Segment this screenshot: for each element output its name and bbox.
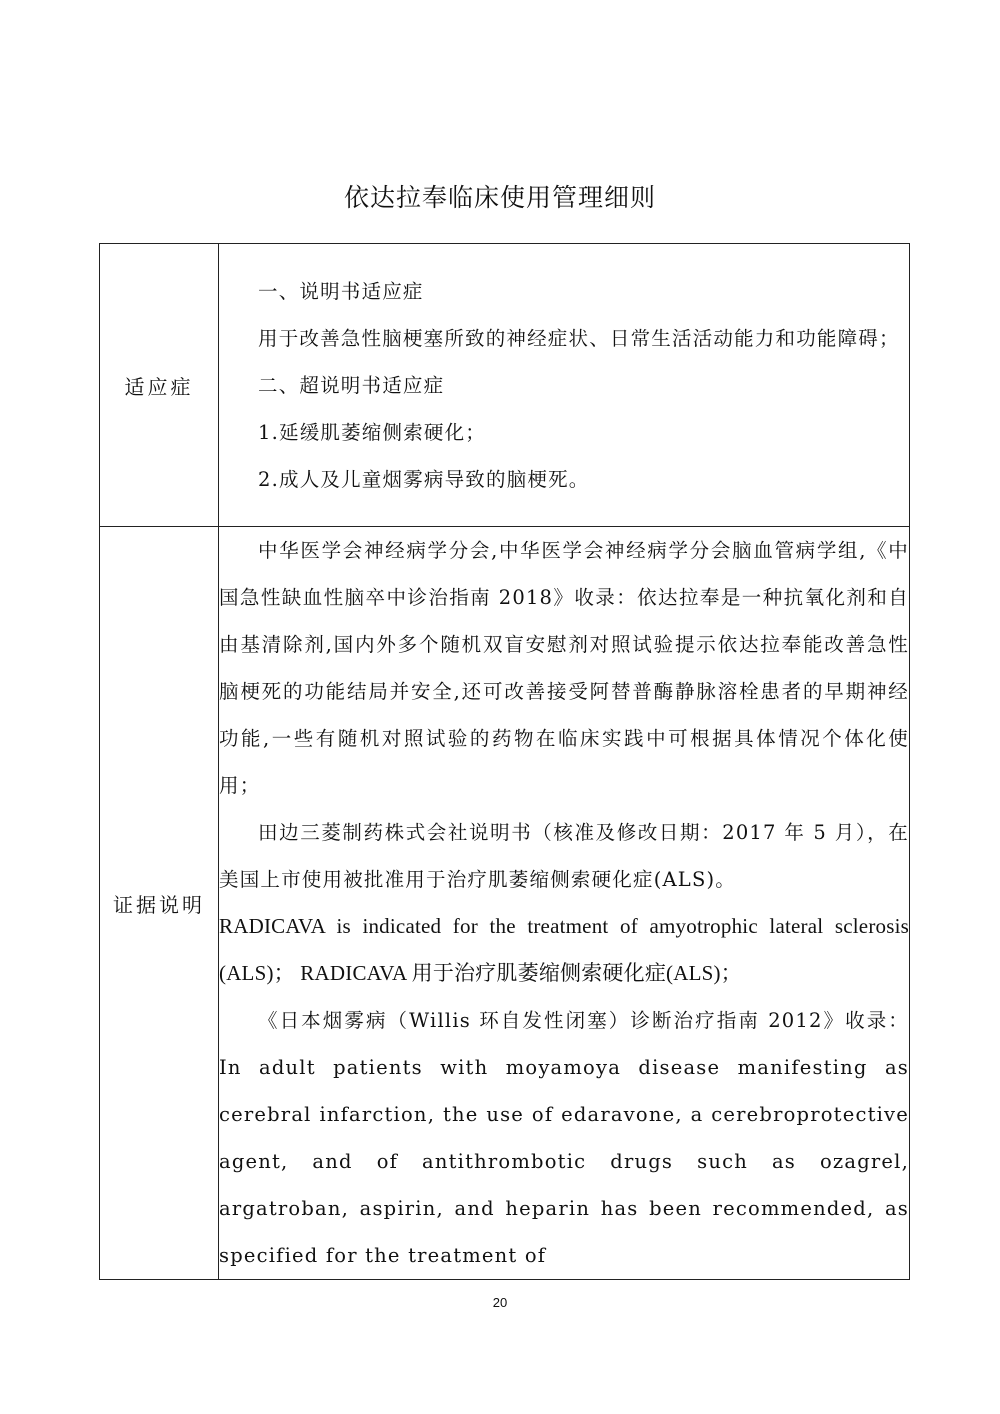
table-row-indications xyxy=(100,244,910,527)
paragraph: 田边三菱制药株式会社说明书（核准及修改日期：2017 年 5 月），在美国上市使用被批准用于治疗肌萎缩侧索硬化症(ALS)。 xyxy=(219,821,909,891)
document-title: 依达拉奉临床使用管理细则 xyxy=(343,183,656,212)
paragraph: 中华医学会神经病学分会,中华医学会神经病学分会脑血管病学组,《中国急性缺血性脑卒中诊治指南 2018》收录：依达拉奉是一种抗氧化剂和自由基清除剂,国内外多个随机双盲安慰剂对照试验提示依达拉奉能改善急性脑梗死的功能结局并安全,还可改善接受阿替普酶静脉溶栓患者的早期神经功能,一些有随机对照试验的药物在临床实践中可根据具体情况个体化使用； xyxy=(219,539,909,797)
row-label-indications: 适应症 xyxy=(100,244,219,527)
paragraph: RADICAVA is indicated for the treatment of amyotrophic lateral sclerosis (ALS)； RADICAVA 用于治疗肌萎缩侧索硬化症(ALS)； xyxy=(219,914,909,985)
table-row-evidence xyxy=(100,527,910,1280)
drug-rules-table xyxy=(99,243,910,1280)
paragraph: 1.延缓肌萎缩侧索硬化； xyxy=(258,420,487,444)
evidence-content xyxy=(219,527,910,1280)
paragraph: 2.成人及儿童烟雾病导致的脑梗死。 xyxy=(258,467,590,491)
paragraph: 用于改善急性脑梗塞所致的神经症状、日常生活活动能力和功能障碍； xyxy=(258,326,900,350)
paragraph: 二、超说明书适应症 xyxy=(258,373,445,397)
page-number: 20 xyxy=(492,1295,508,1310)
paragraph: 一、说明书适应症 xyxy=(258,279,424,303)
indications-content xyxy=(219,244,910,527)
row-label-evidence: 证据说明 xyxy=(100,527,219,1280)
paragraph: 《日本烟雾病（Willis 环自发性闭塞）诊断治疗指南 2012》收录： In adult patients with moyamoya disease manifesting as cerebral infarction, the use of edaravone, a cerebroprotective agent, and of antithrombotic drugs such as ozagrel, argatroban, aspirin, and heparin has been recommended, as specified for the treatment of xyxy=(219,1009,909,1267)
